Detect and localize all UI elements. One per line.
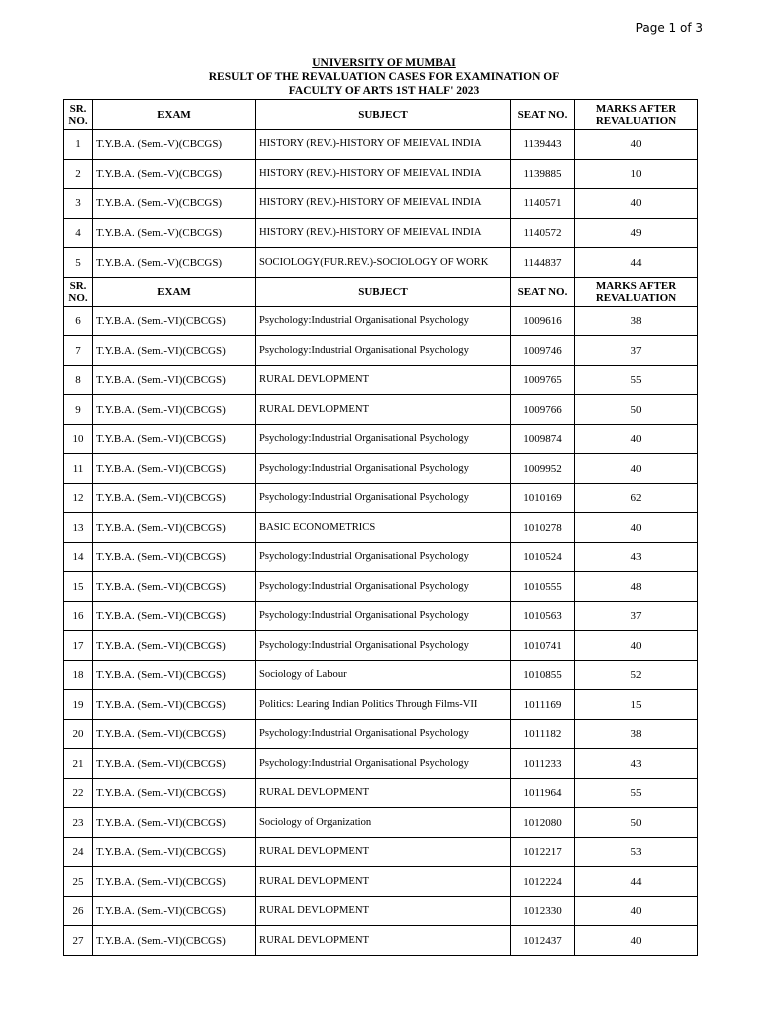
table-row [64, 189, 698, 219]
cell-subject: Sociology of Organization [256, 808, 511, 838]
cell-sr-no: 21 [64, 749, 93, 779]
cell-subject: RURAL DEVLOPMENT [256, 926, 511, 956]
table-row [64, 395, 698, 425]
cell-marks: 55 [575, 778, 698, 808]
cell-subject: Sociology of Labour [256, 660, 511, 690]
cell-sr-no: 4 [64, 218, 93, 248]
table-row [64, 719, 698, 749]
cell-seat-no: 1009874 [511, 424, 575, 454]
cell-seat-no: 1009616 [511, 306, 575, 336]
cell-exam: T.Y.B.A. (Sem.-VI)(CBCGS) [93, 513, 256, 543]
cell-subject: HISTORY (REV.)-HISTORY OF MEIEVAL INDIA [256, 130, 511, 160]
cell-subject: SOCIOLOGY(FUR.REV.)-SOCIOLOGY OF WORK [256, 248, 511, 278]
cell-exam: T.Y.B.A. (Sem.-VI)(CBCGS) [93, 395, 256, 425]
cell-sr-no: 1 [64, 130, 93, 160]
cell-marks: 40 [575, 896, 698, 926]
cell-subject: RURAL DEVLOPMENT [256, 867, 511, 897]
cell-sr-no: 11 [64, 454, 93, 484]
header-seat-no: SEAT NO. [511, 277, 575, 306]
table-row [64, 336, 698, 366]
cell-seat-no: 1011169 [511, 690, 575, 720]
cell-exam: T.Y.B.A. (Sem.-VI)(CBCGS) [93, 660, 256, 690]
cell-exam: T.Y.B.A. (Sem.-VI)(CBCGS) [93, 454, 256, 484]
cell-subject: BASIC ECONOMETRICS [256, 513, 511, 543]
table-row [64, 690, 698, 720]
cell-marks: 53 [575, 837, 698, 867]
cell-subject: Psychology:Industrial Organisational Psychology [256, 483, 511, 513]
table-row [64, 542, 698, 572]
cell-seat-no: 1009952 [511, 454, 575, 484]
cell-marks: 37 [575, 336, 698, 366]
table-header-row [64, 100, 698, 130]
page-number: Page 1 of 3 [635, 21, 703, 35]
cell-seat-no: 1011964 [511, 778, 575, 808]
cell-sr-no: 19 [64, 690, 93, 720]
cell-marks: 15 [575, 690, 698, 720]
header-sr-no: SR. NO. [64, 277, 93, 306]
cell-seat-no: 1010555 [511, 572, 575, 602]
results-table [63, 99, 698, 956]
cell-sr-no: 8 [64, 365, 93, 395]
cell-seat-no: 1012330 [511, 896, 575, 926]
cell-subject: Psychology:Industrial Organisational Psychology [256, 424, 511, 454]
header-marks: MARKS AFTER REVALUATION [575, 100, 698, 130]
cell-exam: T.Y.B.A. (Sem.-V)(CBCGS) [93, 189, 256, 219]
cell-subject: RURAL DEVLOPMENT [256, 395, 511, 425]
header-subject: SUBJECT [256, 277, 511, 306]
cell-marks: 50 [575, 808, 698, 838]
cell-seat-no: 1009746 [511, 336, 575, 366]
cell-exam: T.Y.B.A. (Sem.-VI)(CBCGS) [93, 483, 256, 513]
table-row [64, 660, 698, 690]
cell-seat-no: 1140572 [511, 218, 575, 248]
cell-sr-no: 23 [64, 808, 93, 838]
cell-sr-no: 15 [64, 572, 93, 602]
cell-subject: Politics: Learing Indian Politics Through Films-VII [256, 690, 511, 720]
cell-exam: T.Y.B.A. (Sem.-VI)(CBCGS) [93, 306, 256, 336]
cell-marks: 38 [575, 306, 698, 336]
result-title: RESULT OF THE REVALUATION CASES FOR EXAMINATION OF [208, 71, 560, 83]
cell-exam: T.Y.B.A. (Sem.-VI)(CBCGS) [93, 808, 256, 838]
cell-seat-no: 1012437 [511, 926, 575, 956]
cell-marks: 40 [575, 189, 698, 219]
table-row [64, 867, 698, 897]
table-row [64, 808, 698, 838]
faculty-title: FACULTY OF ARTS 1ST HALF' 2023 [288, 85, 480, 97]
cell-seat-no: 1139443 [511, 130, 575, 160]
cell-seat-no: 1011233 [511, 749, 575, 779]
document-title-block [0, 56, 768, 98]
cell-exam: T.Y.B.A. (Sem.-V)(CBCGS) [93, 248, 256, 278]
header-marks: MARKS AFTER REVALUATION [575, 277, 698, 306]
cell-exam: T.Y.B.A. (Sem.-V)(CBCGS) [93, 159, 256, 189]
cell-exam: T.Y.B.A. (Sem.-VI)(CBCGS) [93, 631, 256, 661]
table-row [64, 424, 698, 454]
cell-exam: T.Y.B.A. (Sem.-VI)(CBCGS) [93, 837, 256, 867]
cell-exam: T.Y.B.A. (Sem.-VI)(CBCGS) [93, 572, 256, 602]
cell-seat-no: 1010524 [511, 542, 575, 572]
cell-sr-no: 26 [64, 896, 93, 926]
cell-seat-no: 1144837 [511, 248, 575, 278]
cell-seat-no: 1009765 [511, 365, 575, 395]
cell-seat-no: 1011182 [511, 719, 575, 749]
cell-marks: 40 [575, 631, 698, 661]
cell-seat-no: 1139885 [511, 159, 575, 189]
cell-marks: 62 [575, 483, 698, 513]
cell-seat-no: 1010741 [511, 631, 575, 661]
cell-subject: Psychology:Industrial Organisational Psychology [256, 454, 511, 484]
university-title: UNIVERSITY OF MUMBAI [312, 57, 456, 69]
cell-sr-no: 20 [64, 719, 93, 749]
cell-subject: HISTORY (REV.)-HISTORY OF MEIEVAL INDIA [256, 189, 511, 219]
cell-sr-no: 9 [64, 395, 93, 425]
cell-sr-no: 16 [64, 601, 93, 631]
cell-subject: RURAL DEVLOPMENT [256, 778, 511, 808]
cell-marks: 50 [575, 395, 698, 425]
cell-marks: 37 [575, 601, 698, 631]
table-row [64, 483, 698, 513]
cell-exam: T.Y.B.A. (Sem.-VI)(CBCGS) [93, 336, 256, 366]
cell-seat-no: 1012080 [511, 808, 575, 838]
table-row [64, 926, 698, 956]
table-row [64, 159, 698, 189]
cell-exam: T.Y.B.A. (Sem.-VI)(CBCGS) [93, 424, 256, 454]
cell-sr-no: 3 [64, 189, 93, 219]
table-row [64, 248, 698, 278]
cell-subject: RURAL DEVLOPMENT [256, 837, 511, 867]
cell-exam: T.Y.B.A. (Sem.-VI)(CBCGS) [93, 749, 256, 779]
cell-marks: 40 [575, 130, 698, 160]
cell-seat-no: 1012217 [511, 837, 575, 867]
cell-seat-no: 1010563 [511, 601, 575, 631]
cell-marks: 38 [575, 719, 698, 749]
cell-sr-no: 18 [64, 660, 93, 690]
cell-sr-no: 13 [64, 513, 93, 543]
cell-exam: T.Y.B.A. (Sem.-VI)(CBCGS) [93, 542, 256, 572]
cell-seat-no: 1140571 [511, 189, 575, 219]
cell-exam: T.Y.B.A. (Sem.-VI)(CBCGS) [93, 926, 256, 956]
cell-exam: T.Y.B.A. (Sem.-VI)(CBCGS) [93, 601, 256, 631]
table-row [64, 837, 698, 867]
cell-marks: 43 [575, 542, 698, 572]
cell-sr-no: 2 [64, 159, 93, 189]
table-header-row [64, 277, 698, 306]
cell-subject: HISTORY (REV.)-HISTORY OF MEIEVAL INDIA [256, 159, 511, 189]
cell-sr-no: 12 [64, 483, 93, 513]
cell-marks: 40 [575, 424, 698, 454]
cell-seat-no: 1012224 [511, 867, 575, 897]
cell-marks: 44 [575, 867, 698, 897]
cell-seat-no: 1010278 [511, 513, 575, 543]
cell-sr-no: 22 [64, 778, 93, 808]
cell-sr-no: 14 [64, 542, 93, 572]
table-row [64, 749, 698, 779]
cell-subject: Psychology:Industrial Organisational Psychology [256, 572, 511, 602]
table-row [64, 631, 698, 661]
cell-subject: RURAL DEVLOPMENT [256, 896, 511, 926]
cell-exam: T.Y.B.A. (Sem.-VI)(CBCGS) [93, 896, 256, 926]
cell-sr-no: 27 [64, 926, 93, 956]
table-row [64, 218, 698, 248]
cell-sr-no: 25 [64, 867, 93, 897]
cell-subject: Psychology:Industrial Organisational Psychology [256, 601, 511, 631]
table-row [64, 513, 698, 543]
cell-seat-no: 1010855 [511, 660, 575, 690]
cell-marks: 10 [575, 159, 698, 189]
cell-subject: Psychology:Industrial Organisational Psychology [256, 542, 511, 572]
cell-marks: 40 [575, 926, 698, 956]
header-exam: EXAM [93, 277, 256, 306]
cell-exam: T.Y.B.A. (Sem.-VI)(CBCGS) [93, 778, 256, 808]
cell-subject: HISTORY (REV.)-HISTORY OF MEIEVAL INDIA [256, 218, 511, 248]
table-row [64, 601, 698, 631]
header-exam: EXAM [93, 100, 256, 130]
cell-seat-no: 1010169 [511, 483, 575, 513]
table-row [64, 896, 698, 926]
table-row [64, 572, 698, 602]
cell-subject: Psychology:Industrial Organisational Psychology [256, 631, 511, 661]
cell-marks: 40 [575, 513, 698, 543]
cell-marks: 55 [575, 365, 698, 395]
cell-sr-no: 6 [64, 306, 93, 336]
cell-marks: 49 [575, 218, 698, 248]
cell-marks: 48 [575, 572, 698, 602]
cell-sr-no: 7 [64, 336, 93, 366]
table-row [64, 778, 698, 808]
cell-subject: Psychology:Industrial Organisational Psychology [256, 336, 511, 366]
cell-marks: 44 [575, 248, 698, 278]
header-subject: SUBJECT [256, 100, 511, 130]
table-row [64, 365, 698, 395]
cell-exam: T.Y.B.A. (Sem.-V)(CBCGS) [93, 130, 256, 160]
header-seat-no: SEAT NO. [511, 100, 575, 130]
cell-seat-no: 1009766 [511, 395, 575, 425]
cell-exam: T.Y.B.A. (Sem.-V)(CBCGS) [93, 218, 256, 248]
cell-exam: T.Y.B.A. (Sem.-VI)(CBCGS) [93, 867, 256, 897]
cell-marks: 40 [575, 454, 698, 484]
table-row [64, 130, 698, 160]
cell-marks: 52 [575, 660, 698, 690]
table-row [64, 306, 698, 336]
header-sr-no: SR. NO. [64, 100, 93, 130]
cell-sr-no: 24 [64, 837, 93, 867]
cell-subject: Psychology:Industrial Organisational Psychology [256, 719, 511, 749]
cell-exam: T.Y.B.A. (Sem.-VI)(CBCGS) [93, 690, 256, 720]
cell-exam: T.Y.B.A. (Sem.-VI)(CBCGS) [93, 719, 256, 749]
cell-subject: RURAL DEVLOPMENT [256, 365, 511, 395]
cell-exam: T.Y.B.A. (Sem.-VI)(CBCGS) [93, 365, 256, 395]
cell-subject: Psychology:Industrial Organisational Psychology [256, 306, 511, 336]
cell-sr-no: 17 [64, 631, 93, 661]
cell-marks: 43 [575, 749, 698, 779]
cell-sr-no: 10 [64, 424, 93, 454]
table-row [64, 454, 698, 484]
cell-subject: Psychology:Industrial Organisational Psychology [256, 749, 511, 779]
cell-sr-no: 5 [64, 248, 93, 278]
